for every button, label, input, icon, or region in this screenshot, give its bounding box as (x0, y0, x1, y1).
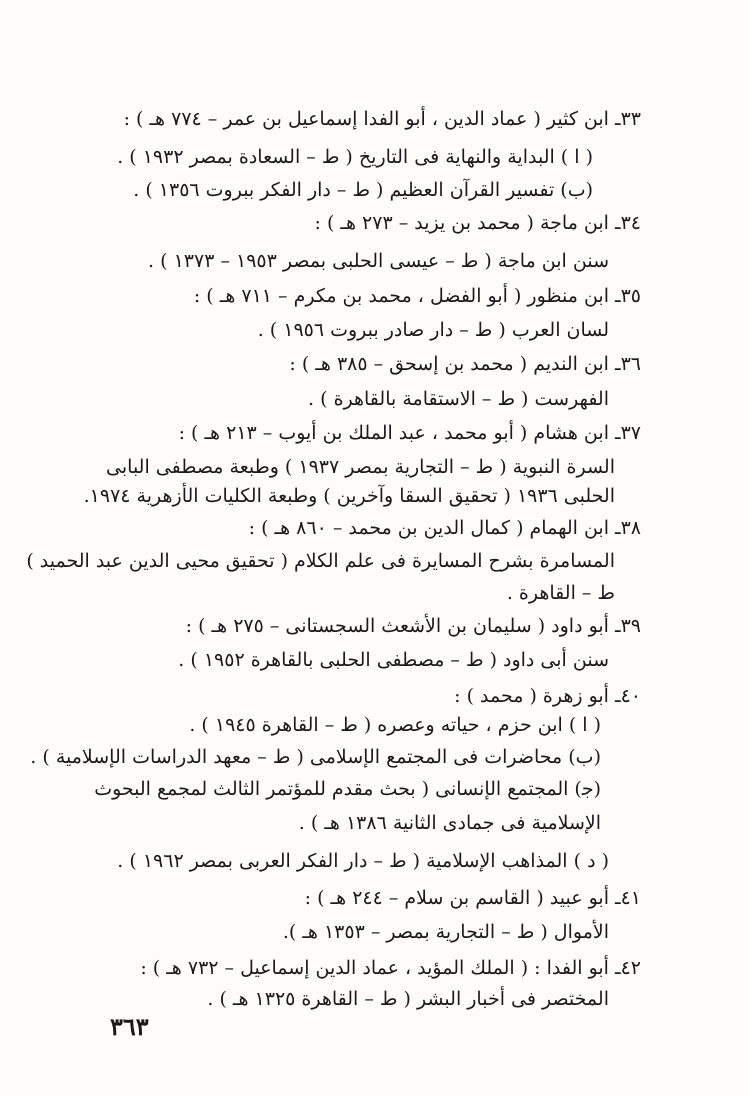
entry-line: ٣٥ـ ابن منظور ( أبو الفضل ، محمد بن مكرم – ٧١١ هـ ) : (193, 285, 641, 307)
entry-line: الحلبى ١٩٣٦ ( تحقيق السقا وآخرين ) وطبعة الكليات الأزهرية ١٩٧٤. (83, 485, 615, 507)
entry-line: الأموال ( ط – التجارية بمصر – ١٣٥٣ هـ ). (282, 921, 609, 943)
entry-line: المسامرة بشرح المسايرة فى علم الكلام ( تحقيق محيى الدين عبد الحميد ) (26, 550, 615, 572)
entry-line: ٤٢ـ أبو الفدا : ( الملك المؤيد ، عماد الدين إسماعيل – ٧٣٢ هـ ) : (140, 957, 641, 979)
entry-line: (ﺟ) المجتمع الإنسانى ( بحث مقدم للمؤتمر الثالث لمجمع البحوث (94, 778, 601, 800)
entry-line: ٣٧ـ ابن هشام ( أبو محمد ، عبد الملك بن أيوب – ٢١٣ هـ ) : (178, 422, 641, 444)
entry-line: ( ا ) البداية والنهاية فى التاريخ ( ط – السعادة بمصر ١٩٣٢ ) . (117, 146, 593, 168)
entry-line: ٣٦ـ ابن النديم ( محمد بن إسحق – ٣٨٥ هـ ) : (289, 353, 641, 375)
entry-line: ٣٤ـ ابن ماجة ( محمد بن يزيد – ٢٧٣ هـ ) : (314, 212, 641, 234)
entry-line: الفهرست ( ط – الاستقامة بالقاهرة ) . (308, 388, 609, 410)
entry-line: ط – القاهرة . (506, 582, 615, 604)
entry-line: لسان العرب ( ط – دار صادر ببروت ١٩٥٦ ) . (257, 319, 609, 341)
entry-line: سنن ابن ماجة ( ط – عيسى الحلبى بمصر ١٩٥٣ – ١٣٧٣ ) . (148, 250, 609, 272)
entry-line: ٤١ـ أبو عبيد ( القاسم بن سلام – ٢٤٤ هـ ) : (304, 887, 641, 909)
entry-line: الإسلامية فى جمادى الثانية ١٣٨٦ هـ ) . (298, 812, 601, 834)
entry-line: (ب) محاضرات فى المجتمع الإسلامى ( ط – معهد الدراسات الإسلامية ) . (30, 746, 601, 768)
page-number: ٣٦٣ (110, 1012, 149, 1041)
entry-line: المختصر فى أخبار البشر ( ط – القاهرة ١٣٢٥ هـ ) . (207, 988, 609, 1010)
entry-line: ( د ) المذاهب الإسلامية ( ط – دار الفكر العربى بمصر ١٩٦٢ ) . (117, 850, 609, 872)
entry-line: ٣٩ـ أبو داود ( سليمان بن الأشعث السجستانى – ٢٧٥ هـ ) : (185, 615, 641, 637)
entry-line: ( ا ) ابن حزم ، حياته وعصره ( ط – القاهرة ١٩٤٥ ) . (189, 714, 601, 736)
entry-line: ٣٣ـ ابن كثير ( عماد الدين ، أبو الفدا إسماعيل بن عمر – ٧٧٤ هـ ) : (123, 108, 641, 130)
entry-line: ٣٨ـ ابن الهمام ( كمال الدين بن محمد – ٨٦٠ هـ ) : (248, 517, 641, 539)
entry-line: السرة النبوية ( ط – التجارية بمصر ١٩٣٧ ) وطبعة مصطفى البابى (106, 456, 615, 478)
entry-line: ٤٠ـ أبو زهرة ( محمد ) : (454, 685, 641, 707)
entry-line: (ب) تفسير القرآن العظيم ( ط – دار الفكر ببروت ١٣٥٦ ) . (133, 179, 593, 201)
entry-line: سنن أبى داود ( ط – مصطفى الحلبى بالقاهرة ١٩٥٢ ) . (178, 649, 609, 671)
